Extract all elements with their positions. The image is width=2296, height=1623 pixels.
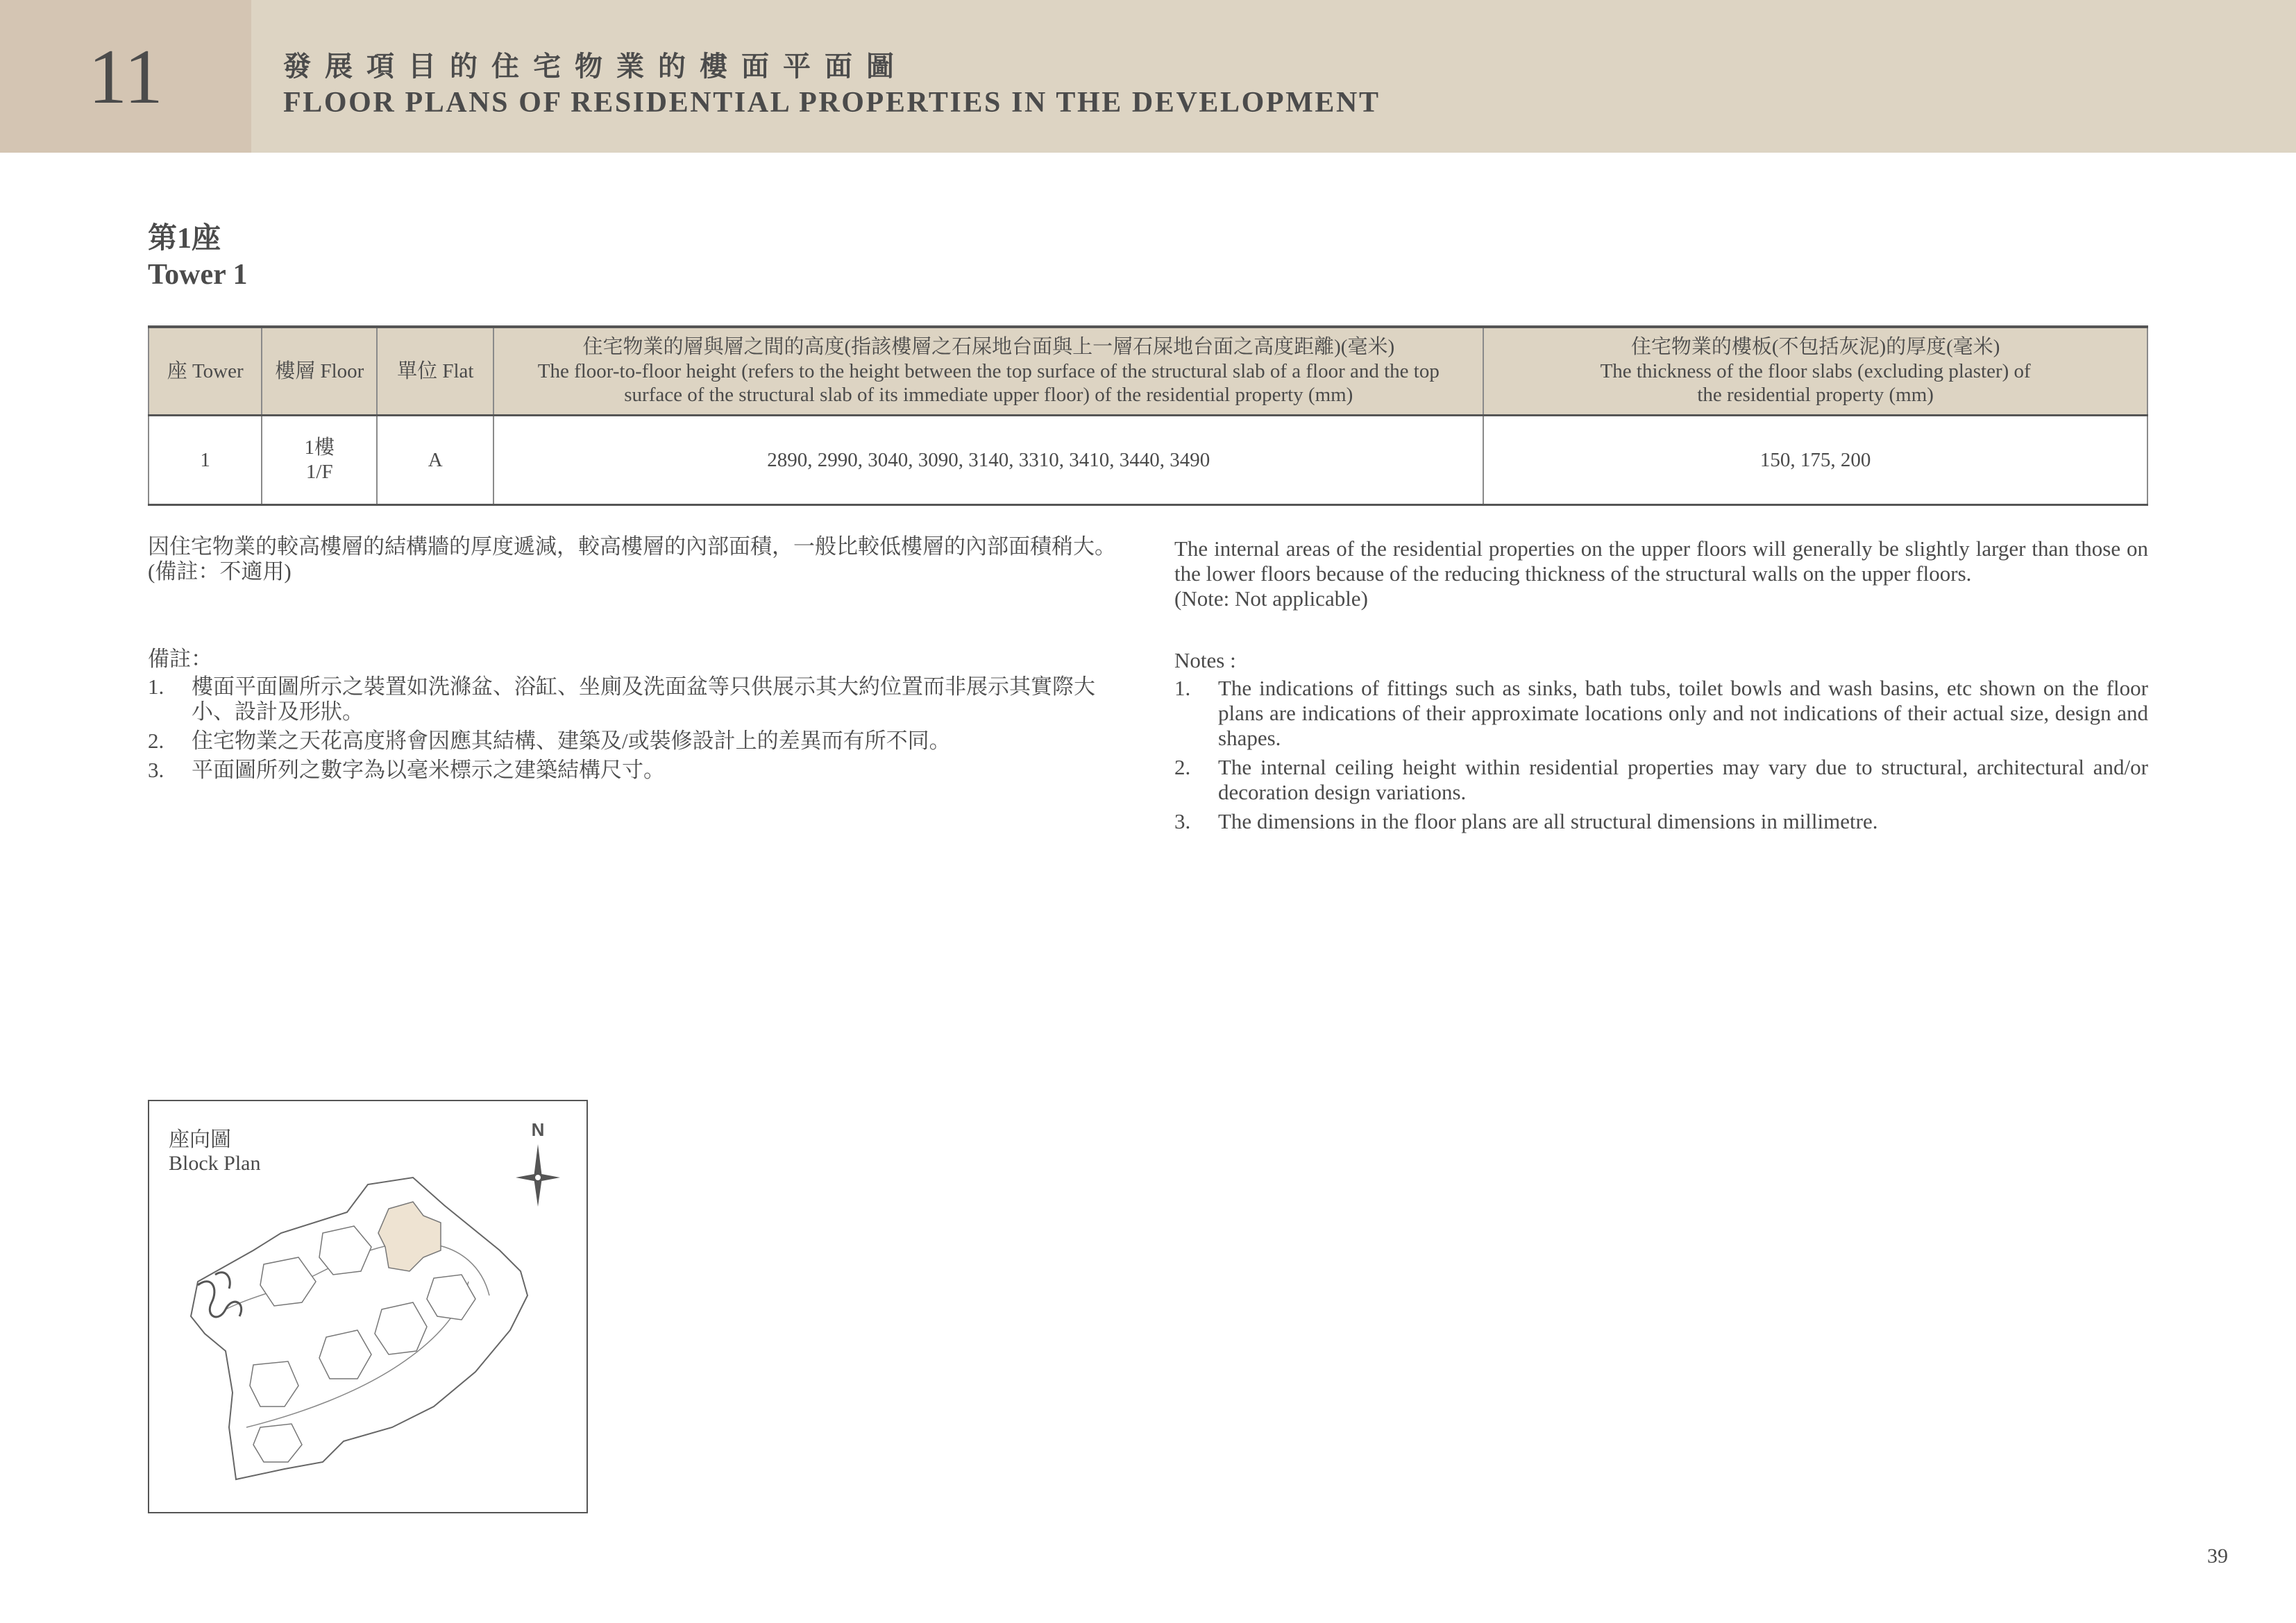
note-number: 1.: [1174, 676, 1191, 700]
floor-height-table: [148, 325, 2148, 506]
list-item: [1174, 676, 2148, 751]
note-text: The internal ceiling height within residential properties may vary due to structural, architectural and/or decoration design variations.: [1218, 755, 2148, 804]
block-plan-label-en: Block Plan: [169, 1152, 261, 1175]
notes-en-list: [1174, 676, 2148, 834]
notes-zh-list: [148, 674, 1133, 783]
internal-area-en-text: The internal areas of the residential properties on the upper floors will generally be slightly larger than those on the lower floors because of the reducing thickness of the structural walls on the upper floors.: [1174, 536, 2148, 586]
internal-area-zh-text: 因住宅物業的較高樓層的結構牆的厚度遞減，較高樓層的內部面積，一般比較低樓層的內部面積稍大。: [148, 534, 1116, 559]
tower-1-highlight: [378, 1202, 441, 1271]
section-number-box: [0, 0, 251, 153]
table-row: [149, 416, 2147, 505]
notes-en: [1174, 648, 2148, 838]
header-slab-thickness-en: The thickness of the floor slabs (excluding plaster) of the residential property (mm): [1600, 359, 2031, 407]
block-plan-map: [149, 1101, 586, 1512]
tower-block: [260, 1257, 316, 1306]
cell-floor: [262, 416, 377, 505]
notes-en-title: Notes :: [1174, 648, 1236, 672]
header-floor: 樓層 Floor: [262, 327, 377, 416]
north-label: N: [531, 1119, 545, 1140]
table-header-row: [149, 327, 2147, 416]
header-floor-height-zh: 住宅物業的層與層之間的高度(指該樓層之石屎地台面與上一層石屎地台面之高度距離)(毫米): [582, 335, 1395, 358]
section-title-en: FLOOR PLANS OF RESIDENTIAL PROPERTIES IN THE DEVELOPMENT: [283, 87, 1381, 119]
cell-floor-en: 1/F: [305, 461, 333, 483]
note-number: 2.: [148, 729, 164, 753]
cell-slab-thickness: 150, 175, 200: [1483, 416, 2147, 505]
block-plan-label-zh: 座向圖: [169, 1128, 231, 1151]
note-number: 3.: [1174, 809, 1191, 833]
note-text: 樓面平面圖所示之裝置如洗滌盆、浴缸、坐廁及洗面盆等只供展示其大約位置而非展示其實際大小、設計及形狀。: [192, 674, 1095, 724]
internal-area-en-note: (Note: Not applicable): [1174, 586, 1368, 611]
note-number: 2.: [1174, 755, 1191, 779]
internal-area-zh-note: (備註：不適用): [148, 559, 292, 584]
header-floor-height-en: The floor-to-floor height (refers to the height between the top surface of the structural slab of a floor and the top surface of the structural slab of its immediate upper floor) of the residential property (mm): [537, 359, 1440, 407]
tower-heading-en: Tower 1: [148, 259, 248, 291]
tower-block: [427, 1275, 475, 1320]
north-arrow-icon: [516, 1119, 560, 1207]
internal-area-en: [1174, 536, 2148, 611]
header-flat: 單位 Flat: [377, 327, 493, 416]
section-title-zh: 發展項目的住宅物業的樓面平面圖: [283, 51, 908, 82]
tower-block: [253, 1424, 302, 1462]
garden-path: [215, 1273, 230, 1289]
tower-block: [319, 1226, 371, 1275]
note-number: 1.: [148, 674, 164, 699]
cell-floor-heights: 2890, 2990, 3040, 3090, 3140, 3310, 3410, 3440, 3490: [493, 416, 1483, 505]
page-number: 39: [2207, 1545, 2228, 1567]
header-tower: 座 Tower: [149, 327, 262, 416]
header-slab-thickness: [1483, 327, 2147, 416]
note-text: 平面圖所列之數字為以毫米標示之建築結構尺寸。: [192, 758, 665, 782]
tower-block: [250, 1361, 298, 1407]
section-number: 11: [88, 34, 163, 120]
header-slab-thickness-zh: 住宅物業的樓板(不包括灰泥)的厚度(毫米): [1630, 335, 2000, 358]
list-item: [148, 758, 1133, 783]
internal-area-zh: [148, 534, 1133, 584]
list-item: [1174, 809, 2148, 834]
cell-flat: A: [377, 416, 493, 505]
note-text: The indications of fittings such as sinks, bath tubs, toilet bowls and wash basins, etc shown on the floor plans are indications of their approximate locations only and not indications of their actual size, design and shapes.: [1218, 676, 2148, 750]
list-item: [1174, 755, 2148, 805]
list-item: [148, 674, 1133, 724]
site-outline: [191, 1178, 527, 1479]
garden-path: [198, 1282, 242, 1317]
tower-heading-zh: 第1座: [148, 223, 221, 255]
note-text: 住宅物業之天花高度將會因應其結構、建築及/或裝修設計上的差異而有所不同。: [192, 729, 951, 753]
block-plan-box: [148, 1100, 588, 1513]
list-item: [148, 729, 1133, 754]
cell-tower: 1: [149, 416, 262, 505]
cell-floor-zh: 1樓: [304, 436, 335, 459]
notes-zh: [148, 647, 1133, 787]
note-text: The dimensions in the floor plans are all structural dimensions in millimetre.: [1218, 809, 1878, 833]
header-floor-height: [493, 327, 1483, 416]
page-header: [0, 0, 2296, 153]
notes-zh-title: 備註：: [148, 647, 212, 671]
tower-block: [375, 1302, 427, 1354]
tower-block: [319, 1330, 371, 1379]
note-number: 3.: [148, 758, 164, 782]
